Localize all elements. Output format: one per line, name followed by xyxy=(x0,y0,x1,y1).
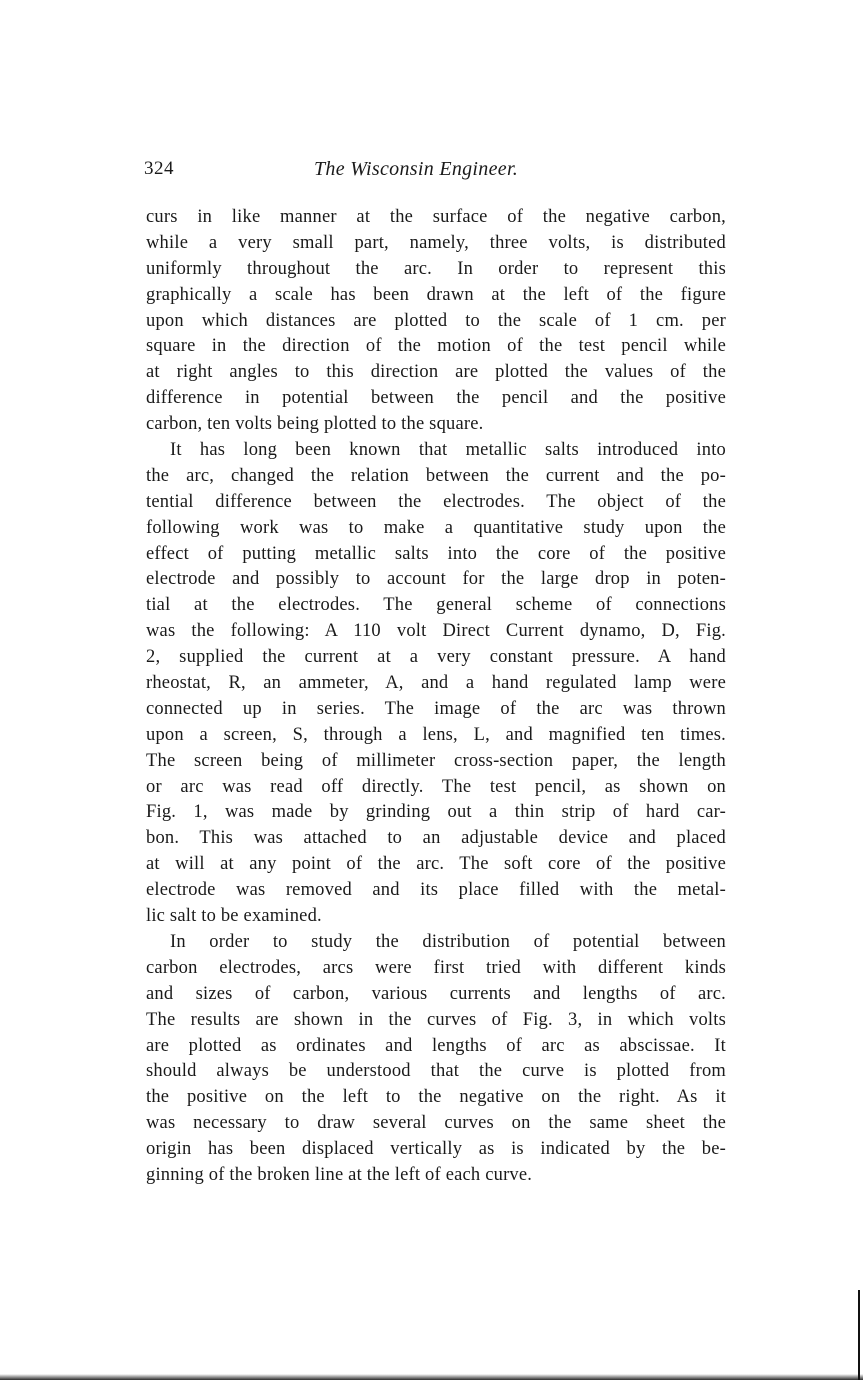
text-line: following work was to make a quantitative study upon the xyxy=(146,517,726,538)
text-line: the positive on the left to the negative on the right. As it xyxy=(146,1087,726,1108)
text-line: effect of putting metallic salts into the core of the positive xyxy=(146,543,726,564)
text-line: ginning of the broken line at the left of each curve. xyxy=(146,1164,533,1185)
text-line: origin has been displaced vertically as is indicated by the be- xyxy=(146,1139,726,1160)
text-line: or arc was read off directly. The test pencil, as shown on xyxy=(146,776,726,797)
paragraph-3 xyxy=(146,930,726,1189)
body-text xyxy=(146,205,726,1189)
text-line: at will at any point of the arc. The soft core of the positive xyxy=(146,854,726,875)
text-line: Fig. 1, was made by grinding out a thin strip of hard car- xyxy=(146,802,726,823)
page-number: 324 xyxy=(144,158,174,179)
text-line: bon. This was attached to an adjustable device and placed xyxy=(146,828,726,849)
scan-edge-right xyxy=(858,1290,860,1380)
text-line: should always be understood that the curve is plotted from xyxy=(146,1061,726,1082)
text-line: The screen being of millimeter cross-section paper, the length xyxy=(146,750,726,771)
text-line: graphically a scale has been drawn at the left of the figure xyxy=(146,284,726,305)
text-line: electrode and possibly to account for the large drop in poten- xyxy=(146,569,726,590)
text-line: are plotted as ordinates and lengths of arc as abscissae. It xyxy=(146,1035,726,1056)
text-line: tial at the electrodes. The general scheme of connections xyxy=(146,595,726,616)
paragraph-2 xyxy=(146,438,726,930)
text-line: carbon electrodes, arcs were first tried with different kinds xyxy=(146,957,726,978)
text-line: It has long been known that metallic salts introduced into xyxy=(170,440,726,461)
text-line: uniformly throughout the arc. In order to represent this xyxy=(146,258,726,279)
text-line: upon which distances are plotted to the scale of 1 cm. per xyxy=(146,310,726,331)
text-line: upon a screen, S, through a lens, L, and magnified ten times. xyxy=(146,724,726,745)
text-line: In order to study the distribution of potential between xyxy=(170,931,726,952)
text-line: electrode was removed and its place filled with the metal- xyxy=(146,880,726,901)
paragraph-1 xyxy=(146,205,726,438)
running-title: The Wisconsin Engineer. xyxy=(314,158,519,180)
text-line: tential difference between the electrodes. The object of the xyxy=(146,491,726,512)
text-line: lic salt to be examined. xyxy=(146,906,322,927)
text-line: rheostat, R, an ammeter, A, and a hand regulated lamp were xyxy=(146,673,726,694)
text-line: was necessary to draw several curves on the same sheet the xyxy=(146,1113,726,1134)
scan-edge-bottom xyxy=(0,1374,863,1380)
text-line: square in the direction of the motion of the test pencil while xyxy=(146,336,726,357)
text-line: and sizes of carbon, various currents and lengths of arc. xyxy=(146,983,726,1004)
text-line: at right angles to this direction are plotted the values of the xyxy=(146,362,726,383)
text-line: curs in like manner at the surface of the negative carbon, xyxy=(146,207,726,227)
text-line: 2, supplied the current at a very constant pressure. A hand xyxy=(146,647,726,668)
text-line: was the following: A 110 volt Direct Current dynamo, D, Fig. xyxy=(146,621,726,642)
text-line: difference in potential between the pencil and the positive xyxy=(146,388,726,409)
text-line: The results are shown in the curves of Fig. 3, in which volts xyxy=(146,1009,726,1030)
text-line: the arc, changed the relation between the current and the po- xyxy=(146,465,726,486)
text-line: while a very small part, namely, three volts, is distributed xyxy=(146,232,726,253)
text-line: connected up in series. The image of the arc was thrown xyxy=(146,698,726,719)
text-line: carbon, ten volts being plotted to the square. xyxy=(146,414,484,435)
